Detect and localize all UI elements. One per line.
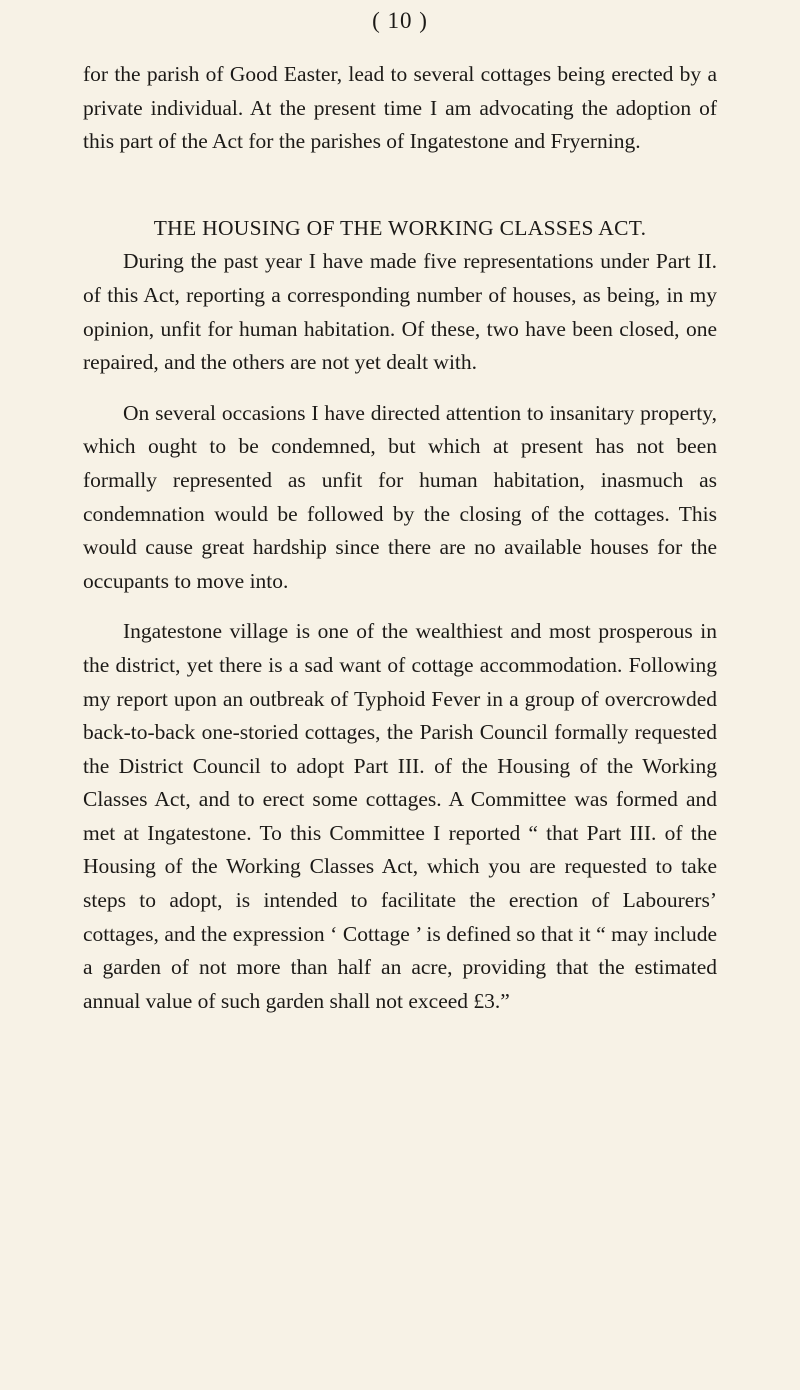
- page-number: ( 10 ): [372, 8, 428, 33]
- paragraph-representations: During the past year I have made five representations under Part II. of this Act, reporting a corresponding number of houses, as being, in my opinion, unfit for human habitation. Of these, two have been closed, one repaired, and the others are not yet dealt with.: [83, 249, 717, 375]
- paragraph-continuation: for the parish of Good Easter, lead to several cottages being erected by a private individual. At the present time I am advocating the adoption of this part of the Act for the parishes of Ingatestone and Fryerning.: [83, 62, 717, 154]
- paragraph-ingatestone: Ingatestone village is one of the wealthiest and most prosperous in the district, yet there is a sad want of cottage accommodation. Following my report upon an outbreak of Typhoid Fever in a group of overcrowded back-to-back one-storied cottages, the Parish Council formally requested the District Council to adopt Part III. of the Housing of the Working Classes Act, and to erect some cottages. A Committee was formed and met at Ingatestone. To this Committee I reported “ that Part III. of the Housing of the Working Classes Act, which you are requested to take steps to adopt, is intended to facilitate the erection of Labourers’ cottages, and the expression ‘ Cottage ’ is defined so that it “ may include a garden of not more than half an acre, providing that the estimated annual value of such garden shall not exceed £3.”: [83, 619, 717, 1013]
- section-heading: THE HOUSING OF THE WORKING CLASSES ACT.: [153, 215, 647, 240]
- paragraph-insanitary-property: On several occasions I have directed attention to insanitary property, which ought to be condemned, but which at present has not been formally represented as unfit for human habitation, inasmuch as condemnation would be followed by the closing of the cottages. This would cause great hardship since there are no available houses for the occupants to move into.: [83, 400, 717, 593]
- page-body: [83, 58, 717, 1018]
